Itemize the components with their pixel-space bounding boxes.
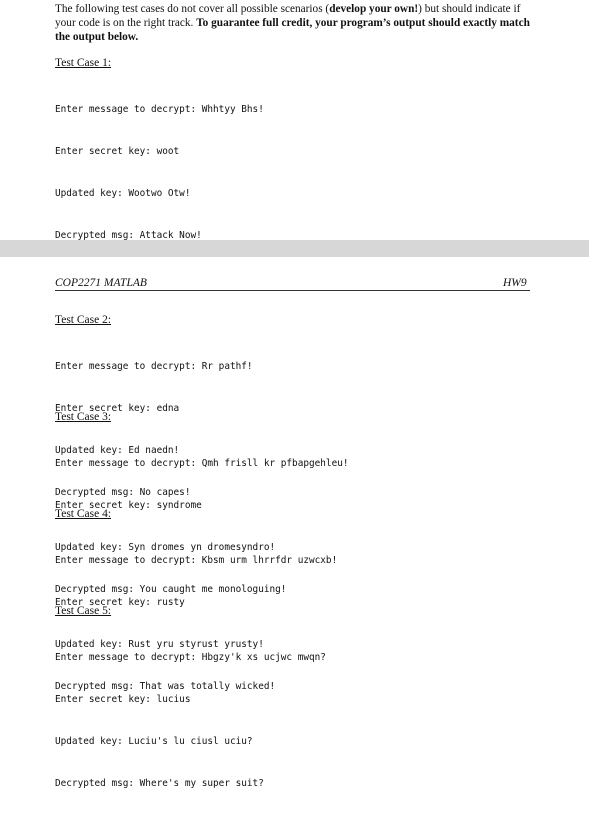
output-line: Decrypted msg: You caught me monologuing!: [55, 584, 287, 595]
output-line: Decrypted msg: No capes!: [55, 487, 191, 498]
output-line: Enter secret key: syndrome: [55, 500, 202, 511]
header-rule: [55, 290, 530, 291]
output-line: Decrypted msg: Attack Now!: [55, 230, 202, 241]
output-line: Enter secret key: woot: [55, 146, 180, 157]
intro-paragraph: [55, 2, 540, 44]
output-line: Updated key: Rust yru styrust yrusty!: [55, 639, 264, 650]
output-line: Enter secret key: edna: [55, 403, 180, 414]
test-case-4-title: Test Case 4:: [55, 508, 112, 520]
intro-text-1: The following test cases do not cover all possible scenarios (: [55, 3, 330, 15]
homework-label: HW9: [503, 277, 527, 289]
output-line: Enter message to decrypt: Kbsm urm lhrrfdr uzwcxb!: [55, 555, 338, 566]
test-case-1-output: [55, 75, 264, 271]
output-line: Decrypted msg: That was totally wicked!: [55, 681, 276, 692]
output-line: Enter message to decrypt: Hbgzy'k xs ucjwc mwqn?: [55, 652, 326, 663]
intro-bold-2: To guarantee full credit, your program’s output should exactly match the output below.: [55, 17, 530, 43]
output-line: Updated key: Syn dromes yn dromesyndro!: [55, 542, 276, 553]
output-line: Updated key: Wootwo Otw!: [55, 188, 191, 199]
test-case-5-output: [55, 623, 326, 819]
test-case-3-title: Test Case 3:: [55, 411, 112, 423]
output-line: Updated key: Luciu's lu ciusl uciu?: [55, 736, 253, 747]
output-line: Enter message to decrypt: Qmh frisll kr pfbapgehleu!: [55, 458, 349, 469]
course-header: COP2271 MATLAB: [55, 277, 147, 289]
output-line: Enter secret key: rusty: [55, 597, 185, 608]
page-1: [0, 0, 589, 240]
output-line: Enter message to decrypt: Rr pathf!: [55, 361, 253, 372]
intro-bold-1: develop your own!: [329, 3, 419, 15]
test-case-2-title: Test Case 2:: [55, 314, 112, 326]
test-case-5-title: Test Case 5:: [55, 605, 112, 617]
test-case-1-title: Test Case 1:: [55, 57, 112, 69]
output-line: Decrypted msg: Where's my super suit?: [55, 778, 264, 789]
output-line: Enter secret key: lucius: [55, 694, 191, 705]
output-line: Updated key: Ed naedn!: [55, 445, 180, 456]
page-2: [0, 257, 589, 789]
output-line: Enter message to decrypt: Whhtyy Bhs!: [55, 104, 264, 115]
intro-text-2: ) but should indicate if your code is on the right track.: [55, 3, 521, 29]
